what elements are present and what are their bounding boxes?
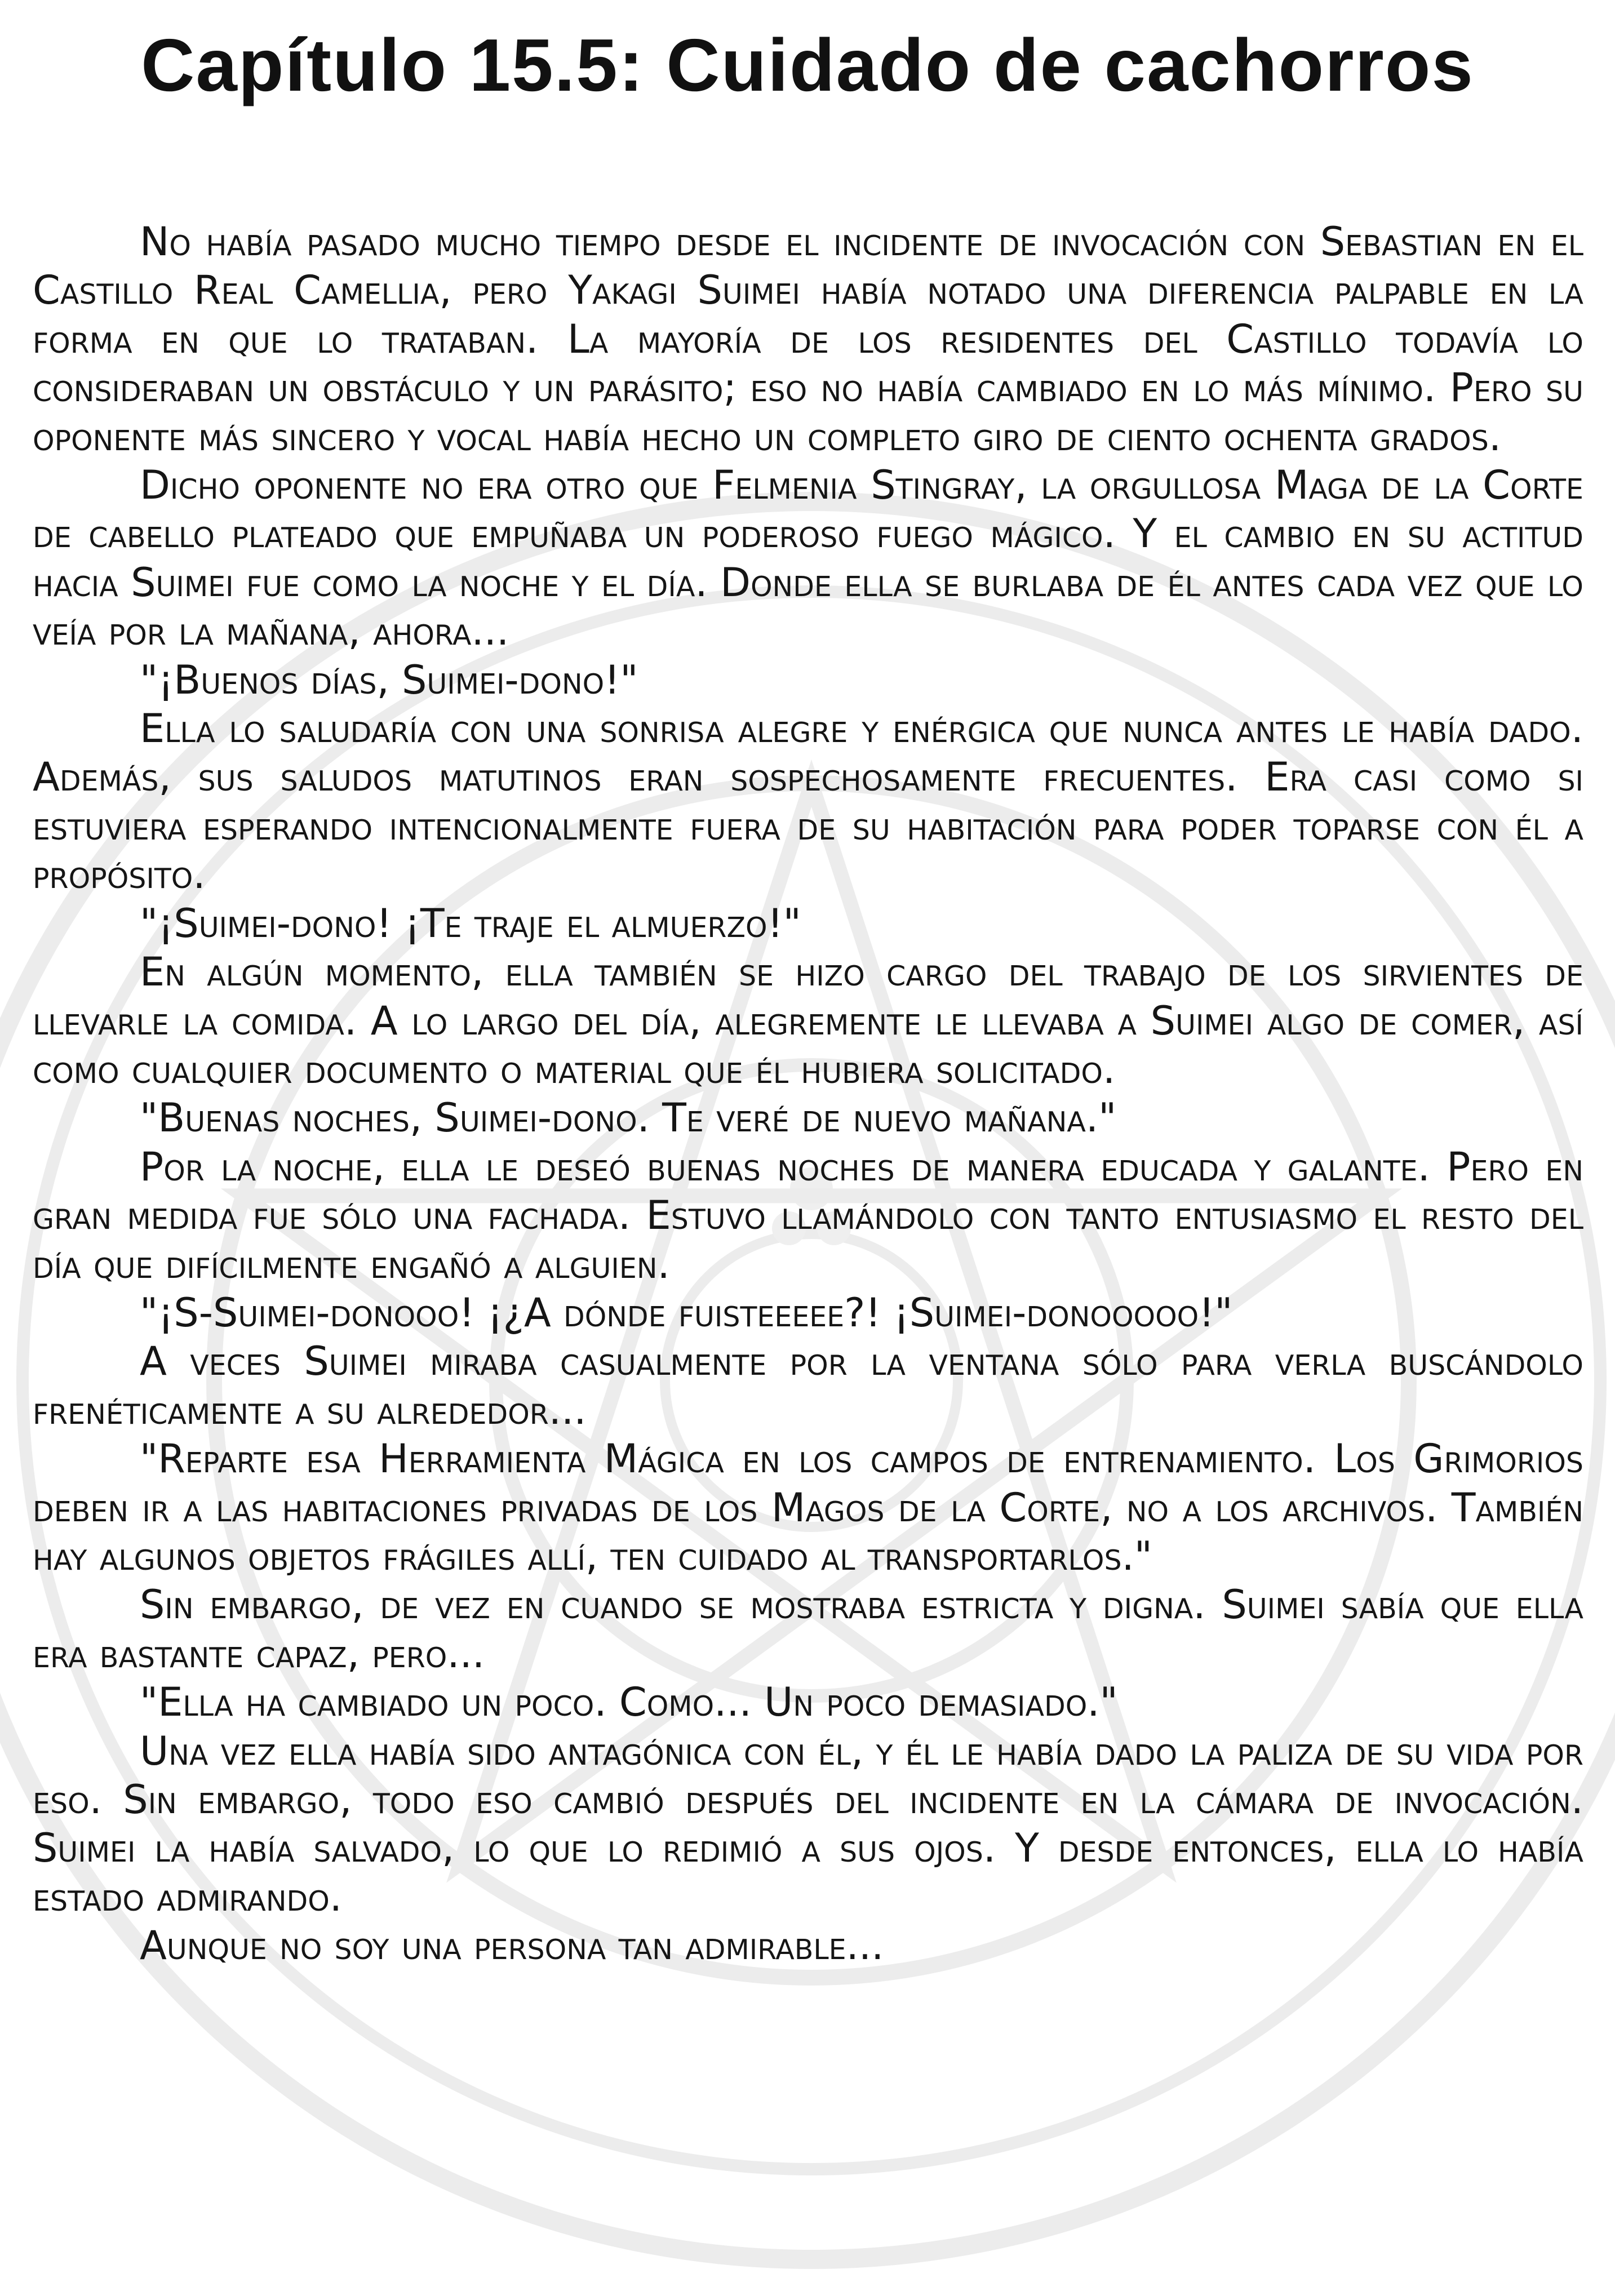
paragraph: Dicho oponente no era otro que Felmenia Stingray, la orgullosa Maga de la Corte de cabello plateado que empuñaba un poderoso fuego mágico. Y el cambio en su actitud hacia Suimei fue como la noche y el día. Donde ella se burlaba de él antes cada vez que lo veía por la mañana, ahora... (33, 462, 1584, 655)
paragraph: Aunque no soy una persona tan admirable... (140, 1922, 884, 1969)
chapter-title: Capítulo 15.5: Cuidado de cachorros (141, 24, 1474, 106)
paragraph: Sin embargo, de vez en cuando se mostraba estricta y digna. Suimei sabía que ella era bastante capaz, pero... (33, 1582, 1583, 1677)
paragraph: En algún momento, ella también se hizo cargo del trabajo de los sirvientes de llevarle la comida. A lo largo del día, alegremente le llevaba a Suimei algo de comer, así como cualquier documento o material que él hubiera solicitado. (33, 949, 1583, 1093)
paragraph: No había pasado mucho tiempo desde el incidente de invocación con Sebastian en el Castillo Real Camellia, pero Yakagi Suimei había notado una diferencia palpable en la forma en que lo trataban. La mayoría de los residentes del Castillo todavía lo consideraban un obstáculo y un parásito; eso no había cambiado en lo más mínimo. Pero su oponente más sincero y vocal había hecho un completo giro de ciento ochenta grados. (33, 219, 1583, 460)
dialogue-line: "¡Suimei-dono! ¡Te traje el almuerzo!" (140, 900, 801, 947)
paragraph: Una vez ella había sido antagónica con él, y él le había dado la paliza de su vida por eso. Sin embargo, todo eso cambió después del incidente en la cámara de invocación. Suimei la había salvado, lo que lo redimió a sus ojos. Y desde entonces, ella lo había estado admirando. (33, 1727, 1583, 1920)
dialogue-line: "Reparte esa Herramienta Mágica en los campos de entrenamiento. Los Grimorios deben ir a las habitaciones privadas de los Magos de la Corte, no a los archivos. También hay algunos objetos frágiles allí, ten cuidado al transportarlos." (33, 1436, 1583, 1579)
chapter-body (33, 217, 1583, 1970)
paragraph: Por la noche, ella le deseó buenas noches de manera educada y galante. Pero en gran medida fue sólo una fachada. Estuvo llamándolo con tanto entusiasmo el resto del día que difícilmente engañó a alguien. (33, 1143, 1583, 1287)
dialogue-line: "Ella ha cambiado un poco. Como... Un poco demasiado." (140, 1679, 1118, 1726)
paragraph: A veces Suimei miraba casualmente por la ventana sólo para verla buscándolo frenéticamente a su alrededor... (33, 1338, 1583, 1433)
paragraph: Ella lo saludaría con una sonrisa alegre y enérgica que nunca antes le había dado. Además, sus saludos matutinos eran sospechosamente frecuentes. Era casi como si estuviera esperando intencionalmente fuera de su habitación para poder toparse con él a propósito. (33, 705, 1583, 898)
dialogue-line: "¡Buenos días, Suimei-dono!" (140, 656, 638, 703)
dialogue-line: "¡S-Suimei-donooo! ¡¿A dónde fuisteeeee?! ¡Suimei-donooooo!" (140, 1289, 1233, 1336)
dialogue-line: "Buenas noches, Suimei-dono. Te veré de nuevo mañana." (140, 1095, 1117, 1142)
